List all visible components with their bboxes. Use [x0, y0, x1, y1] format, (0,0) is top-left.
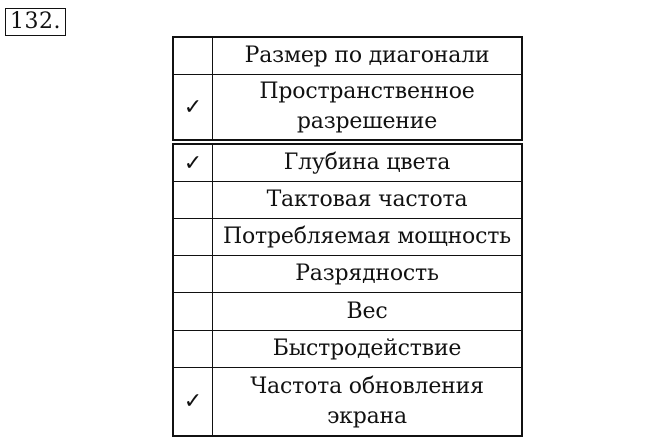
characteristic-label: Пространственное разрешение: [259, 79, 475, 134]
checkbox-cell[interactable]: [174, 256, 213, 292]
characteristic-label: Быстродействие: [272, 336, 462, 361]
table-row: [174, 181, 521, 218]
characteristic-label: Тактовая частота: [266, 187, 468, 212]
table-row: [174, 145, 521, 181]
characteristic-label: Разрядность: [295, 261, 439, 286]
table-row: [174, 218, 521, 255]
characteristic-label: Частота обновления экрана: [250, 373, 484, 429]
characteristics-table-top: [172, 36, 523, 141]
checkbox-cell[interactable]: [174, 219, 213, 255]
checkbox-cell[interactable]: [174, 38, 213, 74]
checkbox-cell[interactable]: [174, 293, 213, 330]
check-mark-icon[interactable]: ✓: [174, 368, 213, 435]
table-row: [174, 74, 521, 139]
characteristic-label: Потребляемая мощность: [223, 224, 511, 249]
check-mark-icon[interactable]: ✓: [174, 145, 213, 181]
characteristic-label: Размер по диагонали: [244, 43, 490, 68]
characteristic-label: Вес: [346, 298, 388, 324]
table-row: [174, 367, 521, 435]
characteristics-table-bottom: [172, 143, 523, 437]
table-row: [174, 38, 521, 74]
checkbox-cell[interactable]: [174, 331, 213, 367]
table-row: [174, 330, 521, 367]
check-mark-icon[interactable]: ✓: [174, 75, 213, 139]
checkbox-cell[interactable]: [174, 182, 213, 218]
characteristic-label: Глубина цвета: [283, 150, 451, 175]
table-row: [174, 255, 521, 292]
task-number: 132.: [5, 8, 66, 36]
table-row: [174, 292, 521, 330]
